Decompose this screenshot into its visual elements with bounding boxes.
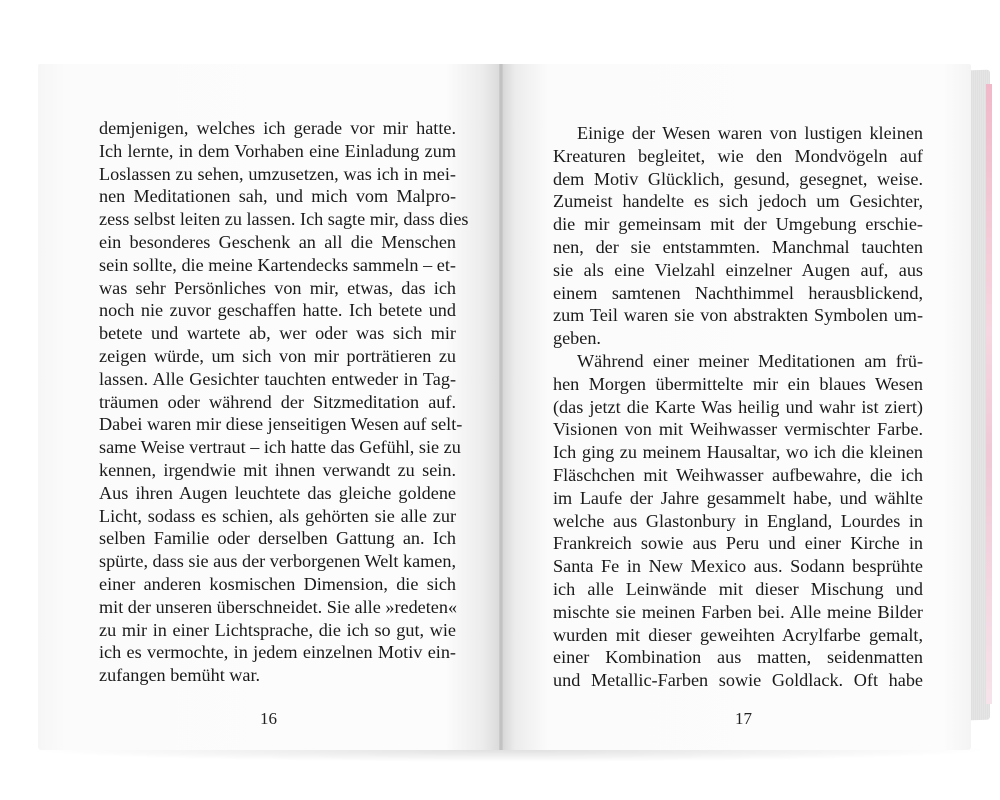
text-line: was sehr Persönliches von mir, etwas, das ich xyxy=(99,277,456,298)
text-line: Visionen von mit Weihwasser vermischter Farbe. xyxy=(553,419,923,440)
text-line: zeigen würde, um sich von mir porträtieren zu xyxy=(99,345,456,366)
text-line: hen Morgen übermittelte mir ein blaues Wesen xyxy=(553,373,923,394)
text-line: Einige der Wesen waren von lustigen kleinen xyxy=(577,123,923,143)
text-line: und Metallic-Farben sowie Goldlack. Oft habe xyxy=(553,670,923,691)
text-line: wurden mit dieser geweihten Acrylfarbe gemalt, xyxy=(553,624,923,645)
left-page-text xyxy=(99,117,469,687)
text-line: sein sollte, die meine Kartendecks sammeln – et- xyxy=(99,254,456,275)
text-line: zess selbst leiten zu lassen. Ich sagte mir, dass dies xyxy=(99,209,469,230)
text-line: ich es vermochte, in jedem einzelnen Motiv ein- xyxy=(99,642,456,663)
text-line: noch nie zuvor geschaffen hatte. Ich betete und xyxy=(99,300,456,321)
page-number: 17 xyxy=(735,709,752,728)
right-page xyxy=(501,64,971,750)
text-line: welche aus Glastonbury in England, Lourdes in xyxy=(553,510,923,531)
text-line: mischte sie meinen Farben bei. Alle meine Bilder xyxy=(553,601,923,622)
text-line: Dabei waren mir diese jenseitigen Wesen auf selt- xyxy=(99,414,463,435)
text-line: Aus ihren Augen leuchtete das gleiche goldene xyxy=(99,482,456,503)
text-line: Zumeist handelte es sich jedoch um Gesichter, xyxy=(553,191,923,212)
text-line: nen, der sie entstammten. Manchmal tauchten xyxy=(553,236,923,257)
text-line: geben. xyxy=(553,328,601,349)
text-line: Während einer meiner Meditationen am frü- xyxy=(577,350,923,371)
text-line: same Weise vertraut – ich hatte das Gefühl, sie zu xyxy=(99,437,461,458)
text-line: dem Motiv Glücklich, gesund, gesegnet, weise. xyxy=(553,168,923,189)
text-line: selben Familie oder derselben Gattung an. Ich xyxy=(99,528,456,549)
text-line: ein besonderes Geschenk an all die Menschen xyxy=(99,231,456,252)
text-line: einer anderen kosmischen Dimension, die sich xyxy=(99,573,456,594)
text-line: Ich lernte, in dem Vorhaben eine Einladung zum xyxy=(99,140,456,161)
text-line: die mir gemeinsam mit der Umgebung erschie- xyxy=(553,214,923,235)
text-line: Fläschchen mit Weihwasser aufbewahre, die ich xyxy=(553,464,923,485)
text-line: einem samtenen Nachthimmel herausblickend, xyxy=(553,282,923,303)
text-line: betete und wartete ab, wer oder was sich mir xyxy=(99,323,456,344)
text-line: zufangen bemüht war. xyxy=(99,665,261,686)
text-line: spürte, dass sie aus der verborgenen Welt kamen, xyxy=(99,551,456,572)
page-number: 16 xyxy=(260,709,277,728)
text-line: demjenigen, welches ich gerade vor mir hatte. xyxy=(99,118,456,138)
text-line: zum Teil waren sie von abstrakten Symbolen um- xyxy=(553,305,923,326)
text-line: Kreaturen begleitet, wie den Mondvögeln auf xyxy=(553,145,923,166)
text-line: Ich ging zu meinem Hausaltar, wo ich die kleinen xyxy=(553,442,923,463)
text-line: nen Meditationen sah, und mich vom Malpro- xyxy=(99,186,456,207)
text-line: träumen oder während der Sitzmeditation auf. xyxy=(99,391,456,412)
text-line: ich alle Leinwände mit dieser Mischung und xyxy=(553,578,923,599)
text-line: kennen, irgendwie mit ihnen verwandt zu sein. xyxy=(99,459,456,480)
text-line: mit der unseren überschneidet. Sie alle »redeten« xyxy=(99,596,458,617)
left-page xyxy=(38,64,501,750)
colored-page-edges xyxy=(986,84,992,704)
text-line: Loslassen zu sehen, umzusetzen, was ich in mei- xyxy=(99,163,456,184)
text-line: Licht, sodass es schien, als gehörten sie alle zur xyxy=(99,505,456,526)
text-line: (das jetzt die Karte Was heilig und wahr ist ziert) xyxy=(553,396,923,417)
text-line: sie als eine Vielzahl einzelner Augen auf, aus xyxy=(553,259,923,280)
text-line: Frankreich sowie aus Peru und einer Kirche in xyxy=(553,533,923,554)
text-line: einer Kombination aus matten, seidenmatten xyxy=(553,647,923,668)
text-line: zu mir in einer Lichtsprache, die ich so gut, wie xyxy=(99,619,456,640)
text-line: im Laufe der Jahre gesammelt habe, und wählte xyxy=(553,487,923,508)
text-line: Santa Fe in New Mexico aus. Sodann besprühte xyxy=(553,556,923,577)
right-page-text xyxy=(553,122,923,692)
text-line: lassen. Alle Gesichter tauchten entweder in Tag- xyxy=(99,368,456,389)
book-gutter xyxy=(499,64,503,750)
